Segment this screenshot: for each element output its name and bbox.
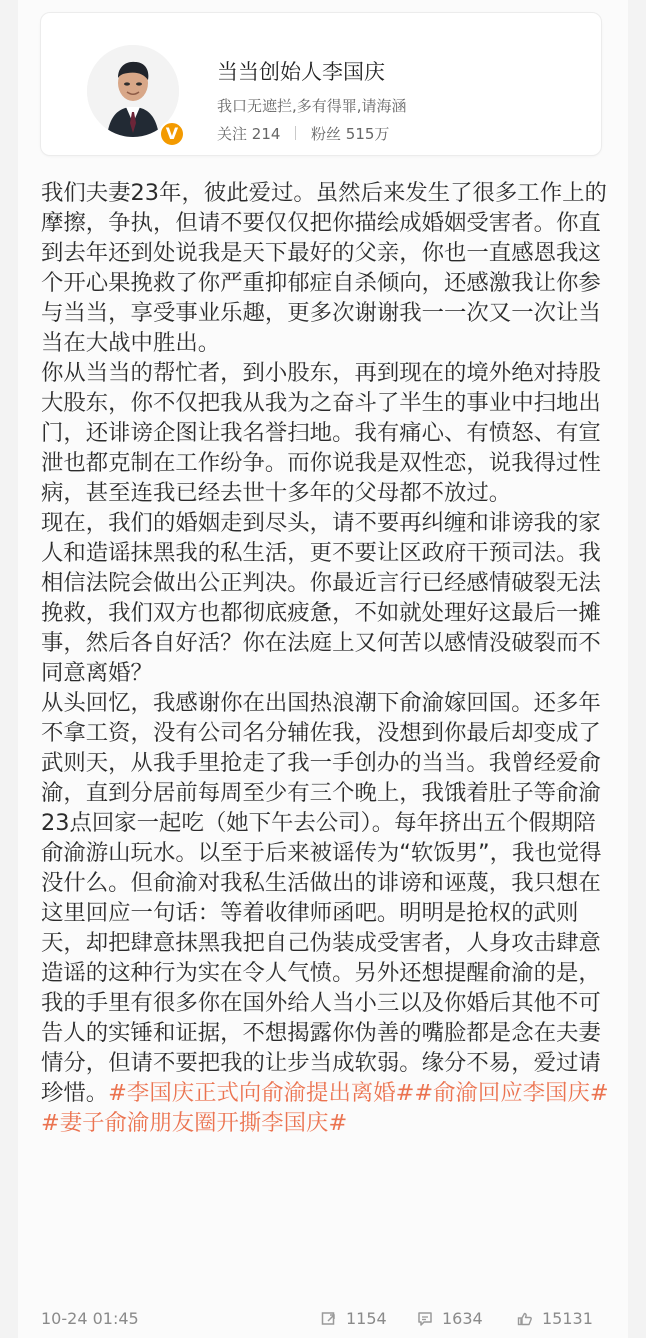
profile-bio: 我口无遮拦,多有得罪,请海涵 xyxy=(217,97,407,115)
post-paragraph-3: 现在，我们的婚姻走到尽头，请不要再纠缠和诽谤我的家人和造谣抹黑我的私生活，更不要让区政府干预司法。我相信法院会做出公正判决。你最近言行已经感情破裂无法挽救，我们双方也都彻底疲惫，不如就处理好这最后一摊事，然后各自好活？你在法庭上又何苦以感情没破裂而不同意离婚？ xyxy=(41,510,601,686)
repost-button[interactable] xyxy=(320,1304,387,1334)
fans-count[interactable]: 515万 xyxy=(345,125,390,143)
thumbs-up-icon xyxy=(516,1310,534,1328)
comment-count: 1634 xyxy=(442,1309,483,1328)
comment-icon xyxy=(416,1310,434,1328)
profile-name[interactable]: 当当创始人李国庆 xyxy=(217,60,385,84)
repost-icon xyxy=(320,1310,338,1328)
post-paragraph-4 xyxy=(41,688,611,1138)
profile-card[interactable] xyxy=(40,12,602,156)
post-body xyxy=(41,178,611,1138)
post-paragraph-2: 你从当当的帮忙者，到小股东，再到现在的境外绝对持股大股东，你不仅把我从我为之奋斗了半生的事业中扫地出门，还诽谤企图让我名誉扫地。我有痛心、有愤怒、有宣泄也都克制在工作纷争。而你说我是双性恋，说我得过性病，甚至连我已经去世十多年的父母都不放过。 xyxy=(41,360,601,506)
post-paragraph-1: 我们夫妻23年，彼此爱过。虽然后来发生了很多工作上的摩擦，争执，但请不要仅仅把你描绘成婚姻受害者。你直到去年还到处说我是天下最好的父亲，你也一直感恩我这个开心果挽救了你严重抑郁症自杀倾向，还感激我让你参与当当，享受事业乐趣，更多次谢谢我一一次又一次让当当在大战中胜出。 xyxy=(41,180,607,356)
follow-count[interactable]: 214 xyxy=(251,125,281,143)
follow-label: 关注 xyxy=(217,125,248,143)
stats-divider xyxy=(295,126,296,140)
post-paragraph-4-text: 从头回忆，我感谢你在出国热浪潮下俞渝嫁回国。还多年不拿工资，没有公司名分辅佐我，没想到你最后却变成了武则天，从我手里抢走了我一手创办的当当。我曾经爱俞渝，直到分居前每周至少有三个晚上，我饿着肚子等俞渝23点回家一起吃（她下午去公司）。每年挤出五个假期陪俞渝游山玩水。以至于后来被谣传为“软饭男”，我也觉得没什么。但俞渝对我私生活做出的诽谤和诬蔑，我只想在这里回应一句话：等着收律师函吧。明明是抢权的武则天，却把肆意抹黑我把自己伪装成受害者，人身攻击肆意造谣的这种行为实在令人气愤。另外还想提醒俞渝的是，我的手里有很多你在国外给人当小三以及你婚后其他不可告人的实锤和证据，不想揭露你伪善的嘴脸都是念在夫妻情分，但请不要把我的让步当成软弱。缘分不易，爱过请珍惜。 xyxy=(41,690,602,1106)
like-button[interactable] xyxy=(516,1304,593,1334)
repost-count: 1154 xyxy=(346,1309,387,1328)
post-footer xyxy=(18,1304,628,1334)
post-time: 10-24 01:45 xyxy=(41,1309,139,1328)
like-count: 15131 xyxy=(542,1309,593,1328)
profile-stats xyxy=(217,125,389,143)
post-hashtags[interactable]: #李国庆正式向俞渝提出离婚##俞渝回应李国庆##妻子俞渝朋友圈开撕李国庆# xyxy=(41,1080,609,1136)
fans-label: 粉丝 xyxy=(311,125,342,143)
comment-button[interactable] xyxy=(416,1304,483,1334)
weibo-post-page xyxy=(18,0,628,1338)
verified-badge-icon: V xyxy=(159,121,185,147)
